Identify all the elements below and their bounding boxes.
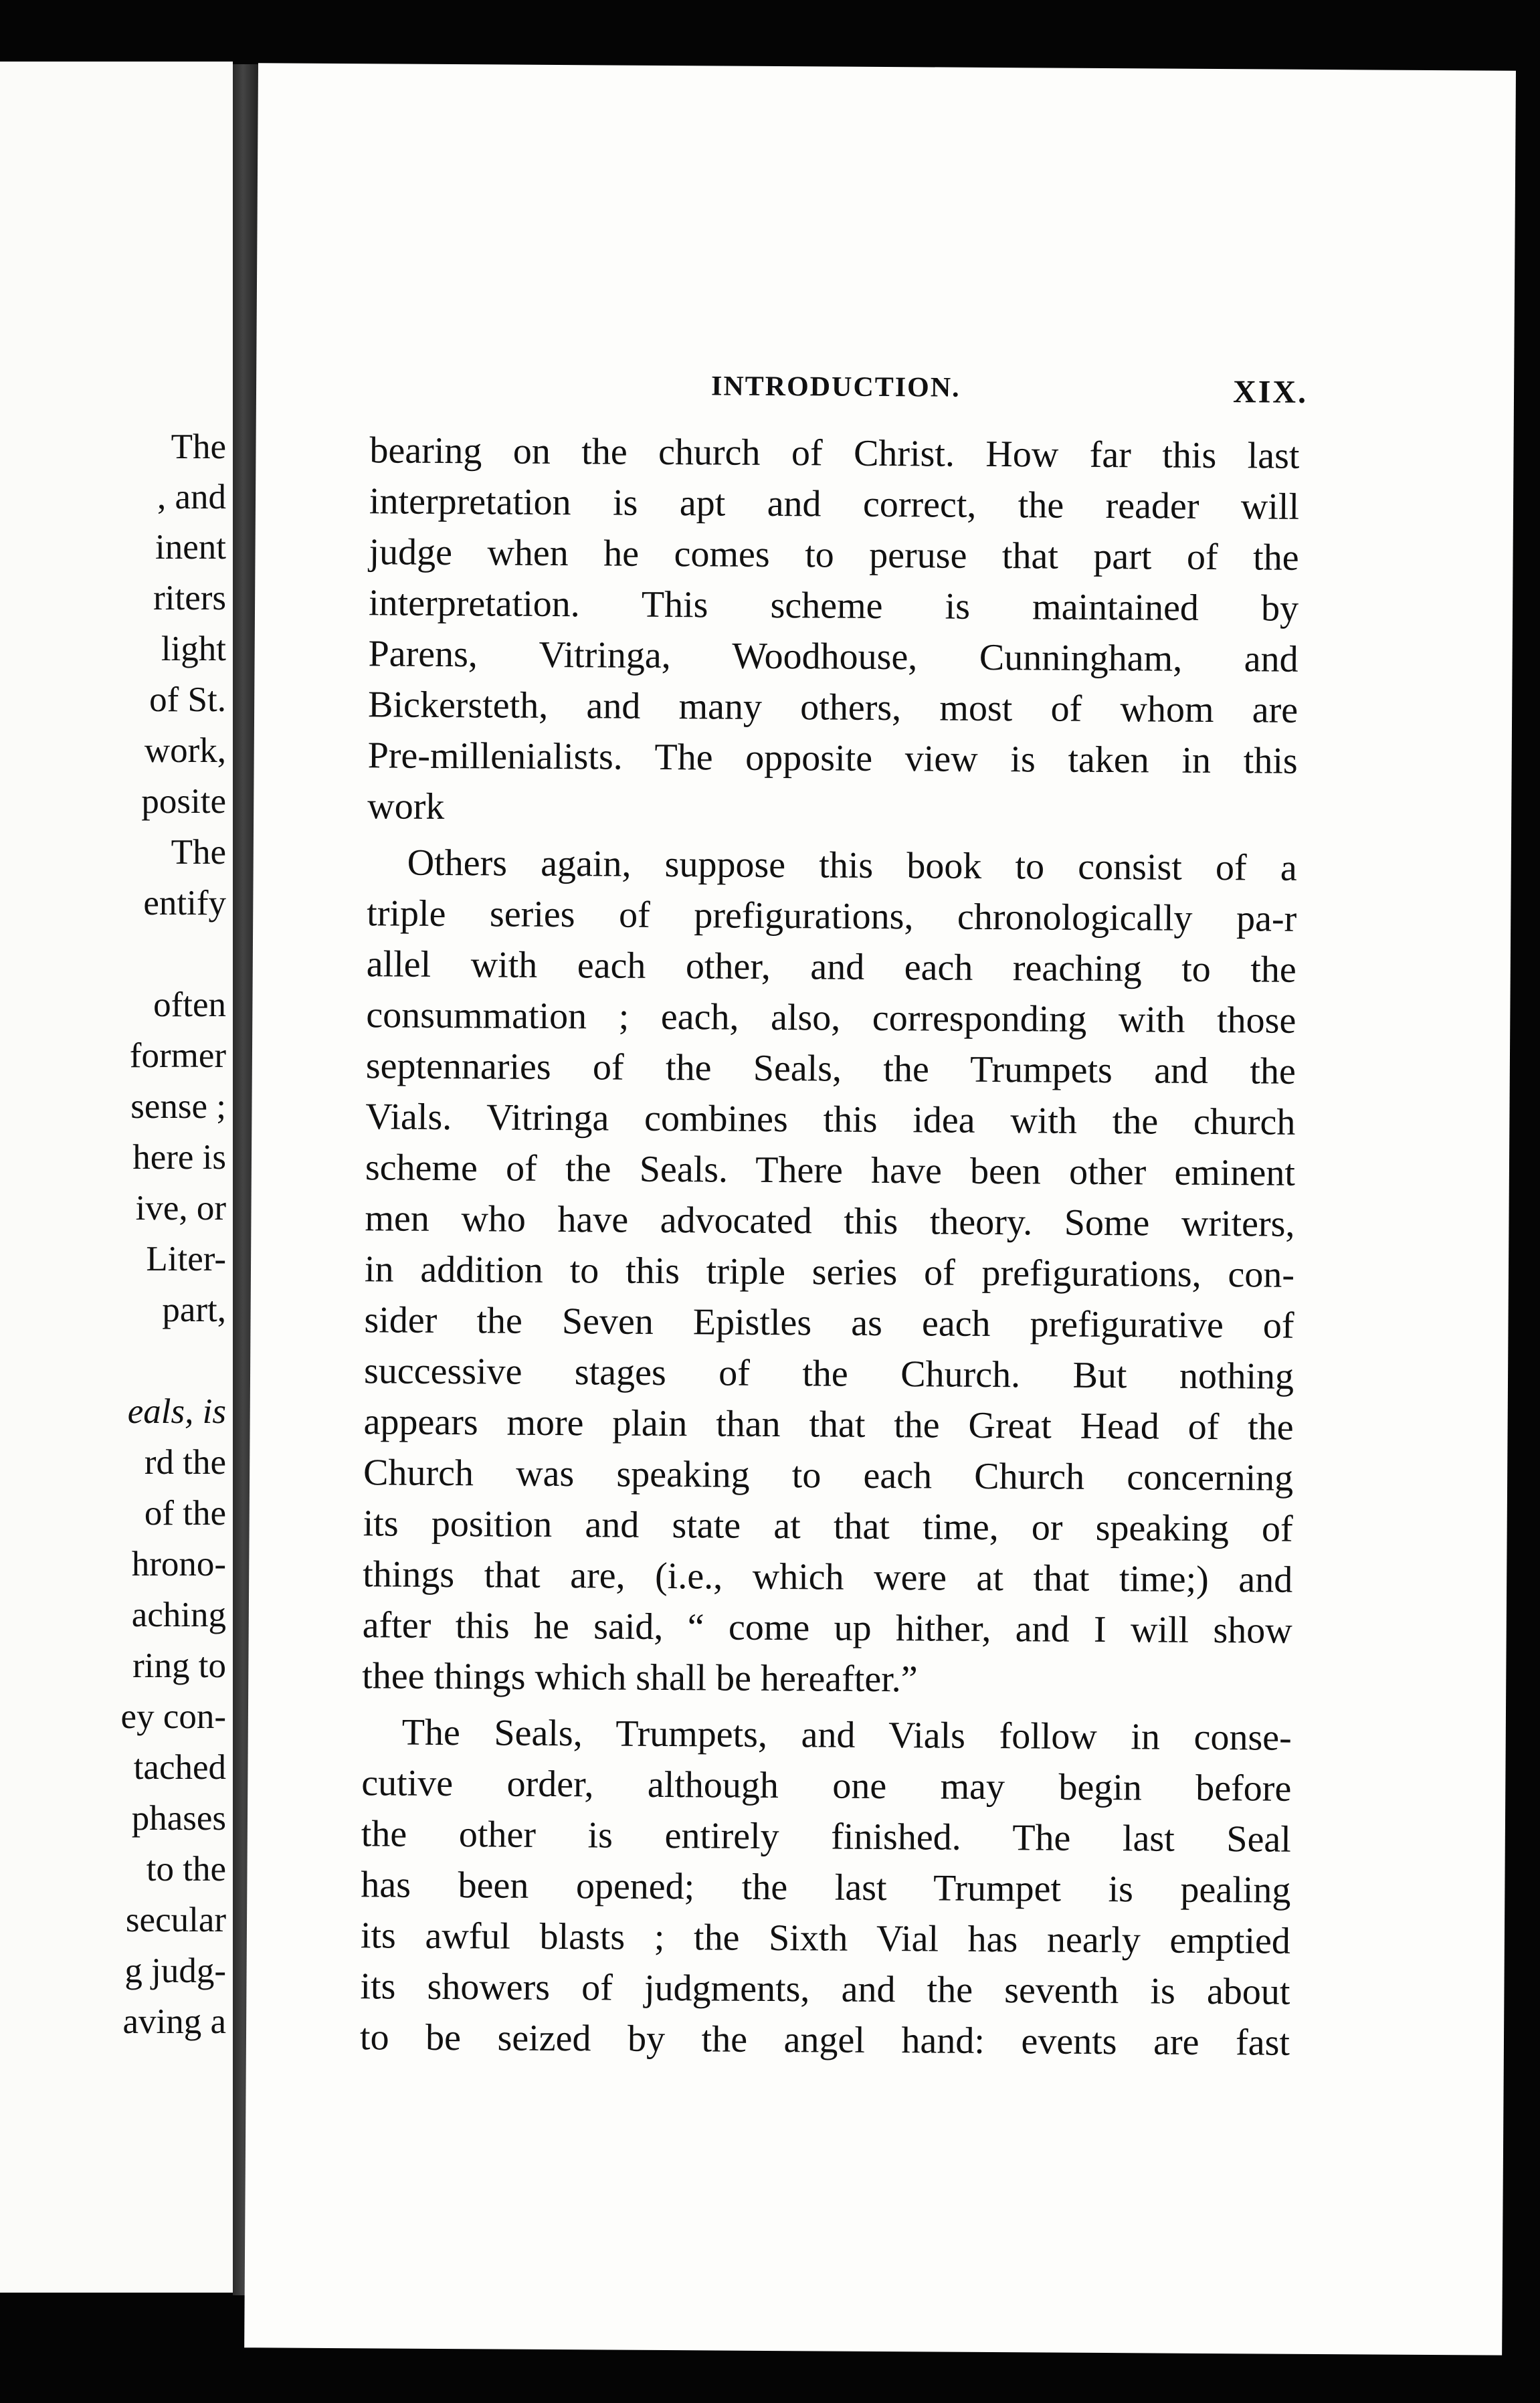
text-line: in addition to this triple series of prefigurations, con- xyxy=(364,1248,1295,1296)
text-line: triple series of prefigurations, chronologically pa-r xyxy=(367,892,1297,940)
text-line: Church was speaking to each Church concerning xyxy=(363,1452,1294,1499)
text-line: sider the Seven Epistles as each prefigurative of xyxy=(364,1299,1294,1347)
left-page-fragment: ey con- xyxy=(120,1697,226,1736)
text-line: judge when he comes to peruse that part of the xyxy=(369,531,1299,579)
left-page-fragment: inent xyxy=(155,528,226,567)
text-line: interpretation. This scheme is maintained by xyxy=(368,582,1299,630)
left-page-fragment: ive, or xyxy=(135,1189,226,1228)
left-page-fragment: to the xyxy=(146,1850,226,1889)
text-line: bearing on the church of Christ. How far this last xyxy=(369,429,1300,477)
page-number: XIX. xyxy=(1232,374,1309,410)
text-line: its position and state at that time, or speaking of xyxy=(363,1503,1293,1550)
text-line: men who have advocated this theory. Some writers, xyxy=(365,1197,1295,1245)
left-page-fragment: phases xyxy=(131,1799,226,1838)
left-page-fragment: part, xyxy=(162,1290,226,1329)
text-line: successive stages of the Church. But nothing xyxy=(363,1350,1294,1398)
previous-page-edge xyxy=(0,62,233,2293)
text-line: Others again, suppose this book to consist of a xyxy=(407,842,1297,889)
text-line: consummation ; each, also, corresponding with those xyxy=(366,994,1296,1042)
left-page-fragment: secular xyxy=(125,1901,226,1939)
left-page-fragment: , and xyxy=(157,478,226,516)
left-page-fragment: The xyxy=(171,833,226,872)
left-page-fragment: of St. xyxy=(149,680,226,719)
left-page-fragment: aching xyxy=(131,1596,226,1634)
left-page-fragment: entify xyxy=(143,884,226,923)
left-page-fragment: aving a xyxy=(122,2002,226,2041)
text-line: thee things which shall be hereafter.” xyxy=(362,1655,918,1701)
text-line: its showers of judgments, and the seventh is about xyxy=(360,1965,1290,2013)
text-line: scheme of the Seals. There have been other eminent xyxy=(365,1147,1296,1194)
left-page-fragment: Liter- xyxy=(146,1240,226,1278)
text-line: The Seals, Trumpets, and Vials follow in conse- xyxy=(401,1711,1292,1759)
text-line: Bickersteth, and many others, most of whom are xyxy=(367,684,1298,731)
text-line: to be seized by the angel hand: events are fast xyxy=(359,2016,1290,2064)
left-page-fragment: of the xyxy=(144,1494,226,1533)
running-head-title: INTRODUCTION. xyxy=(710,371,961,403)
text-line: allel with each other, and each reaching to the xyxy=(366,943,1296,991)
text-line: things that are, (i.e., which were at that time;) and xyxy=(363,1553,1293,1601)
left-page-fragment: sense ; xyxy=(130,1087,226,1126)
text-line: has been opened; the last Trumpet is pealing xyxy=(361,1864,1291,1911)
left-page-fragment: former xyxy=(129,1036,226,1075)
left-page-fragment: hrono- xyxy=(131,1545,226,1583)
text-line: septennaries of the Seals, the Trumpets and the xyxy=(365,1045,1296,1092)
left-page-fragment: eals, is xyxy=(127,1392,226,1431)
left-page-fragment: ring to xyxy=(132,1646,226,1685)
text-line: work xyxy=(367,785,445,828)
body-text xyxy=(360,425,1300,2068)
text-line: cutive order, although one may begin before xyxy=(361,1762,1292,1810)
text-line: Pre-millenialists. The opposite view is taken in this xyxy=(367,735,1298,782)
text-line: Vials. Vitringa combines this idea with the church xyxy=(365,1096,1296,1143)
left-page-fragment: posite xyxy=(141,782,226,821)
running-head xyxy=(256,367,1514,415)
left-page-fragment: rd the xyxy=(144,1443,226,1482)
left-page-fragment: light xyxy=(161,630,226,668)
left-page-fragment: The xyxy=(171,427,226,466)
text-line: its awful blasts ; the Sixth Vial has nearly emptied xyxy=(360,1915,1291,1962)
text-line: interpretation is apt and correct, the reader will xyxy=(369,480,1300,528)
left-page-fragment: often xyxy=(153,985,226,1024)
text-line: after this he said, “ come up hither, and I will show xyxy=(362,1604,1292,1652)
left-page-fragment: tached xyxy=(133,1748,226,1787)
left-page-fragment: here is xyxy=(132,1138,226,1177)
book-page xyxy=(244,63,1516,2355)
text-line: Parens, Vitringa, Woodhouse, Cunningham, and xyxy=(368,633,1298,680)
text-line: appears more plain than that the Great Head of the xyxy=(363,1401,1294,1448)
left-page-fragment: work, xyxy=(144,731,226,770)
text-line: the other is entirely finished. The last Seal xyxy=(361,1813,1292,1860)
left-page-fragment: g judg- xyxy=(124,1951,226,1990)
left-page-fragment: riters xyxy=(153,579,226,617)
